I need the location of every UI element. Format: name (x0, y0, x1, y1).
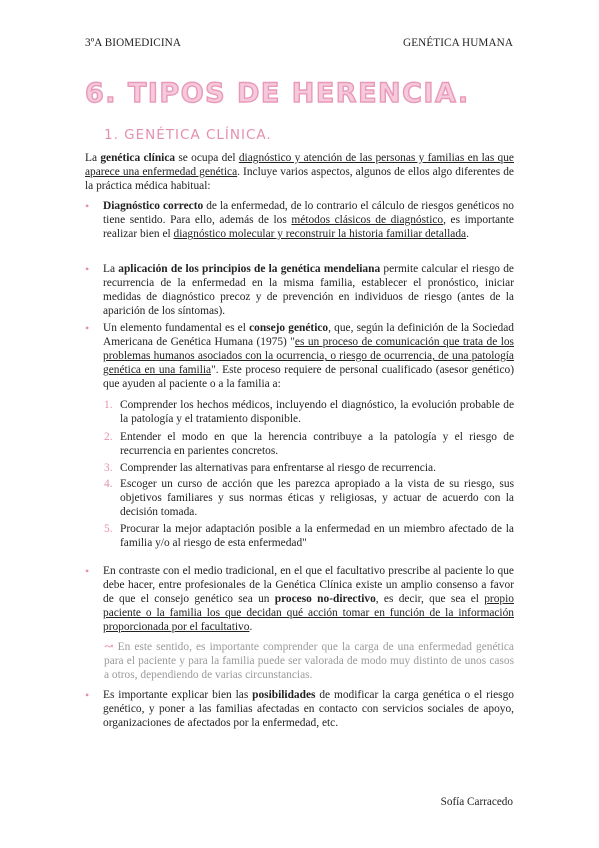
note-paragraph: ↝ En este sentido, es importante comprender que la carga de una enfermedad genética para el paciente y para la familia puede ser valorada de modo muy distinto de unos casos a otros, dependiendo de varias circunstancias. (104, 641, 514, 682)
bullet-mendeliana: • La aplicación de los principios de la genética mendeliana permite calcular el riesgo de recurrencia de la enfermedad en la misma familia, establecer el pronóstico, iniciar medidas de diagnóstico precoz y de prevención en individuos de riesgo (antes de la aparición de los síntomas). (85, 262, 514, 318)
bullet-icon: • (85, 321, 90, 335)
bullet-icon: • (85, 564, 90, 578)
squiggle-arrow-icon: ↝ (104, 641, 114, 653)
bullet-icon: • (85, 688, 90, 702)
numbered-item-2: 2. Entender el modo en que la herencia contribuye a la patología y el riesgo de recurrencia en parientes concretos. (104, 431, 514, 458)
bullet-icon: • (85, 199, 90, 213)
bullet-diagnostico: • Diagnóstico correcto de la enfermedad, de lo contrario el cálculo de riesgos genéticos no tiene sentido. Para ello, además de los métodos clásicos de diagnóstico, es importante realizar bien el diagnóstico molecular y reconstruir la historia familiar detallada. (85, 199, 514, 241)
numbered-item-5: 5. Procurar la mejor adaptación posible a la enfermedad en un miembro afectado de la familia y/o al riesgo de esta enfermedad" (104, 523, 514, 550)
bullet-no-directivo: • En contraste con el medio tradicional, en el que el facultativo prescribe al paciente lo que debe hacer, entre profesionales de la Genética Clínica existe un amplio consenso a favor de que el consejo genético sea un proceso no-directivo, es decir, que sea el propio paciente o la familia los que decidan qué acción tomar en función de la información proporcionada por el facultativo. (85, 564, 514, 634)
header-subject: GENÉTICA HUMANA (403, 37, 513, 49)
section-title: 6. TIPOS DE HERENCIA. (85, 78, 470, 109)
numbered-item-4: 4. Escoger un curso de acción que les parezca apropiado a la vista de su riesgo, sus objetivos familiares y sus normas éticas y religiosas, y actuar de acuerdo con la decisión tomada. (104, 478, 514, 519)
bullet-consejo-genetico: • Un elemento fundamental es el consejo genético, que, según la definición de la Sociedad Americana de Genética Humana (1975) "es un proceso de comunicación que trata de los problemas humanos asociados con la ocurrencia, o riesgo de ocurrencia, de una patología genética en una familia". Este proceso requiere de personal cualificado (asesor genético) que ayuden al paciente o a la familia a: (85, 321, 515, 391)
bullet-posibilidades: • Es importante explicar bien las posibilidades de modificar la carga genética o el riesgo genético, y poner a las familias afectadas en contacto con servicios sociales de apoyo, organizaciones de afectados por la enfermedad, etc. (85, 688, 514, 730)
bullet-icon: • (85, 262, 90, 276)
header-course: 3ºA BIOMEDICINA (85, 37, 182, 49)
numbered-item-3: 3. Comprender las alternativas para enfrentarse al riesgo de recurrencia. (104, 462, 436, 474)
subsection-title: 1. GENÉTICA CLÍNICA. (104, 127, 272, 143)
author-footer: Sofía Carracedo (440, 796, 513, 808)
numbered-item-1: 1. Comprender los hechos médicos, incluyendo el diagnóstico, la evolución probable de la patología y el tratamiento disponible. (104, 399, 514, 426)
intro-paragraph: La genética clínica se ocupa del diagnóstico y atención de las personas y familias en las que aparece una enfermedad genética. Incluye varios aspectos, algunos de ellos algo diferentes de la práctica médica habitual: (85, 152, 514, 193)
